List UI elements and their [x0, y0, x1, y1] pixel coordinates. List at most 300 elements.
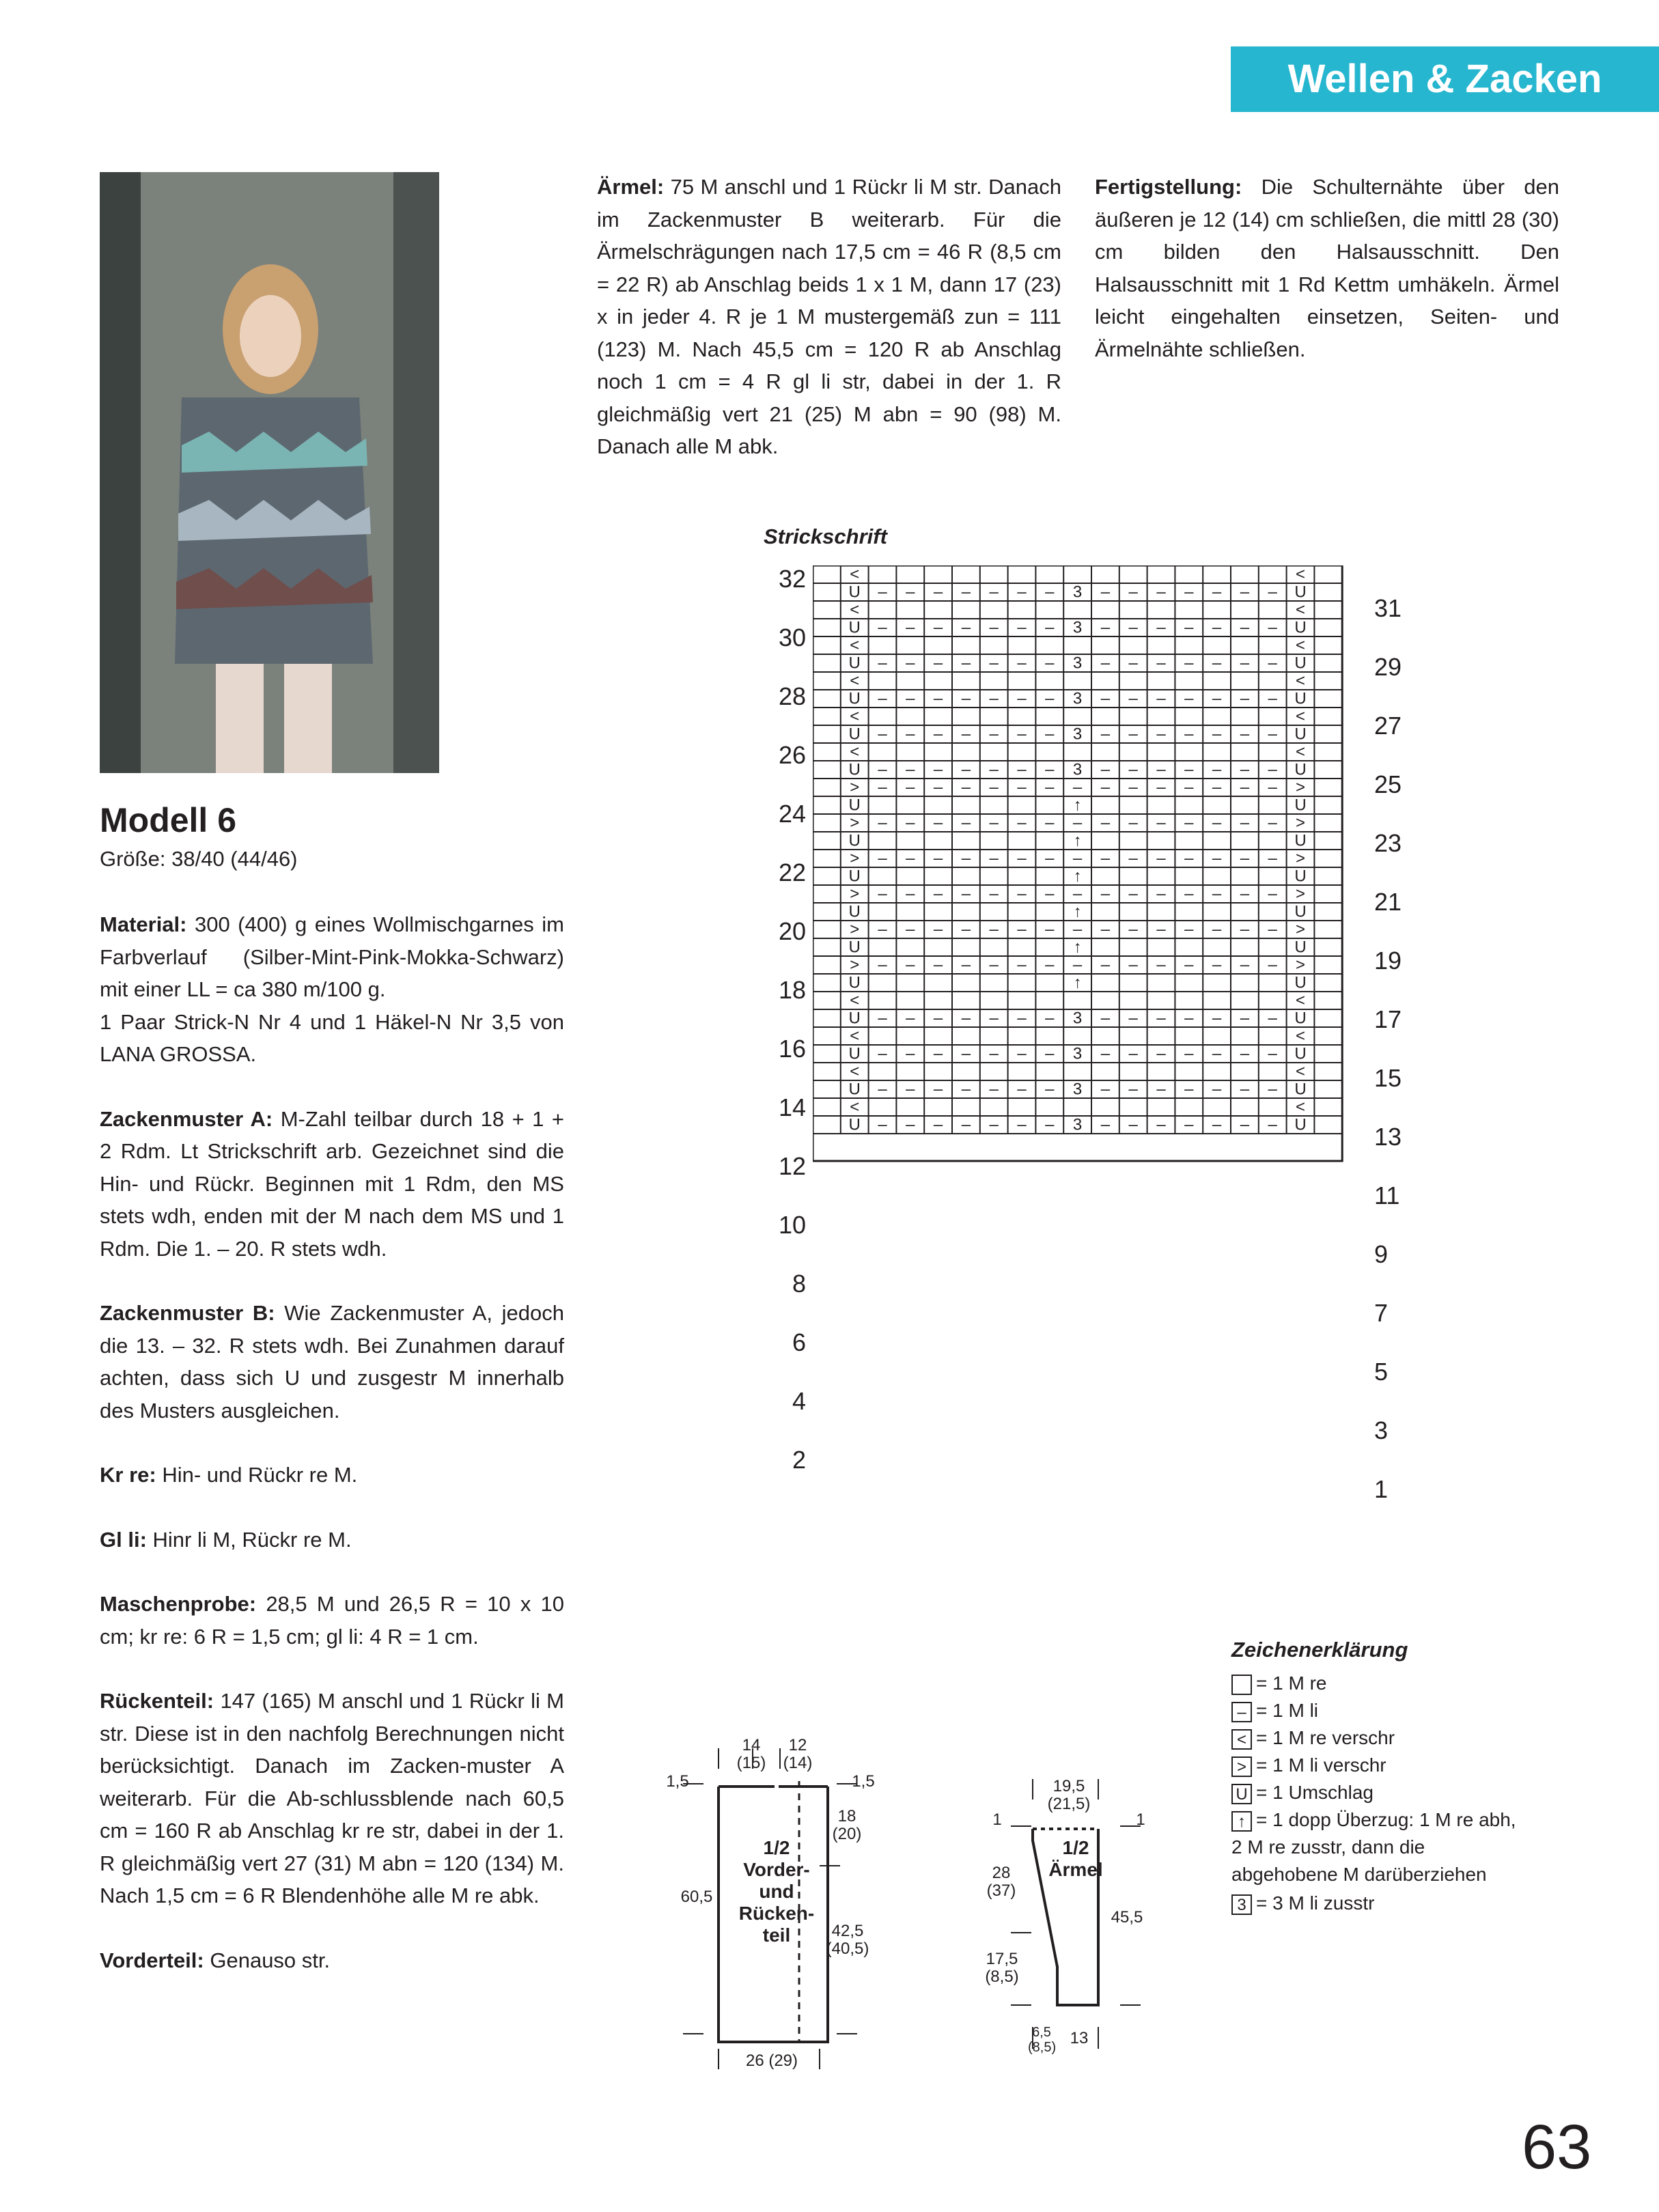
svg-text:–: – — [1184, 1115, 1194, 1134]
svg-text:–: – — [878, 1115, 887, 1134]
svg-text:3: 3 — [1072, 689, 1083, 708]
svg-text:>: > — [850, 813, 860, 832]
svg-text:U: U — [1294, 1044, 1307, 1063]
svg-text:–: – — [1184, 1080, 1194, 1099]
size-label: Größe: — [100, 847, 166, 871]
svg-text:–: – — [1212, 654, 1222, 673]
svg-text:–: – — [1184, 849, 1194, 868]
svg-text:>: > — [1295, 778, 1306, 797]
svg-text:–: – — [1017, 1009, 1027, 1028]
svg-text:–: – — [1240, 583, 1250, 602]
svg-text:3: 3 — [1072, 725, 1083, 744]
legend-symbol-icon: ↑ — [1231, 1811, 1252, 1832]
svg-text:–: – — [1184, 920, 1194, 939]
body-side: 42,5 (40,5) — [826, 1922, 869, 1958]
body-label: 1/2 Vorder- und Rücken- teil — [738, 1837, 815, 1946]
svg-text:–: – — [1100, 1044, 1111, 1063]
svg-text:3: 3 — [1072, 760, 1083, 779]
svg-text:–: – — [1268, 1080, 1277, 1099]
legend-symbol-icon: – — [1231, 1702, 1252, 1722]
svg-text:–: – — [1045, 1009, 1055, 1028]
svg-text:–: – — [1184, 618, 1194, 637]
svg-text:–: – — [878, 813, 887, 832]
svg-text:<: < — [1295, 1097, 1306, 1117]
svg-text:–: – — [906, 1115, 915, 1134]
svg-text:–: – — [878, 778, 887, 797]
model-photo-illustration — [100, 172, 439, 773]
gl-li-paragraph: Gl li: Hinr li M, Rückr re M. — [100, 1527, 352, 1552]
svg-text:U: U — [1294, 760, 1307, 779]
svg-text:–: – — [1240, 955, 1250, 975]
svg-text:↑: ↑ — [1073, 796, 1082, 815]
svg-text:–: – — [906, 849, 915, 868]
svg-text:–: – — [878, 618, 887, 637]
svg-text:–: – — [1184, 1044, 1194, 1063]
sleeve-bottom-left: 6,5 (8,5) — [1028, 2025, 1057, 2055]
legend-item — [1231, 1890, 1518, 1917]
svg-text:–: – — [1072, 920, 1083, 939]
svg-text:–: – — [1017, 583, 1027, 602]
svg-text:–: – — [989, 583, 999, 602]
svg-text:–: – — [1240, 689, 1250, 708]
material-paragraph: Material: 300 (400) g eines Wollmischgarnes im Farbverlauf (Silber-Mint-Pink-Mokka-Schwarz) mit einer LL = ca 380 m/100 g. — [100, 912, 564, 1001]
svg-text:–: – — [933, 654, 943, 673]
chart-row-number: 1 — [1374, 1475, 1389, 1503]
svg-text:–: – — [1017, 725, 1027, 744]
svg-text:–: – — [961, 1044, 971, 1063]
body-right-edge: 1,5 — [852, 1772, 875, 1791]
fertigstellung-paragraph: Fertigstellung: Die Schulternähte über den äußeren je 12 (14) cm schließen, die mittl 28 (30) cm bilden den Halsausschnitt. Den Halsausschnitt mit 1 Rd Kettm umhäkeln. Ärmel leicht eingehalten einsetzen, Seiten- und Ärmelnähte schließen. — [1095, 175, 1559, 361]
svg-text:–: – — [906, 689, 915, 708]
legend-item — [1231, 1752, 1518, 1779]
legend-item — [1231, 1779, 1518, 1806]
svg-text:–: – — [878, 884, 887, 904]
svg-text:U: U — [848, 1044, 861, 1063]
aermel-paragraph: Ärmel: 75 M anschl und 1 Rückr li M str. Danach im Zackenmuster B weiterarb. Für die Ärmelschrägungen nach 17,5 cm = 46 R (8,5 cm = 22 R) ab Anschlag beids 1 x 1 M, dann 17 (23) x in jeder 4. R je 1 M mustergemäß zun = 111 (123) M. Nach 45,5 cm = 120 R ab Anschlag noch 1 cm = 4 R gl li str, dabei in der 1. R gleichmäßig vert 21 (25) M abn = 90 (98) M. Danach alle M abk. — [597, 175, 1061, 458]
svg-text:<: < — [850, 1062, 860, 1081]
legend-text: = 1 M li — [1256, 1700, 1319, 1721]
svg-text:–: – — [1184, 689, 1194, 708]
svg-text:U: U — [848, 1009, 861, 1028]
legend-text: = 1 M li verschr — [1256, 1754, 1386, 1776]
size-line — [100, 847, 298, 871]
svg-text:–: – — [1072, 884, 1083, 904]
chart-row-number: 32 — [778, 565, 806, 593]
svg-text:>: > — [1295, 920, 1306, 939]
svg-text:–: – — [1128, 654, 1138, 673]
svg-text:>: > — [850, 778, 860, 797]
chart-row-number: 10 — [778, 1211, 806, 1239]
svg-text:–: – — [1268, 689, 1277, 708]
svg-text:–: – — [906, 778, 915, 797]
svg-text:<: < — [850, 600, 860, 619]
svg-text:–: – — [933, 618, 943, 637]
svg-text:–: – — [1072, 849, 1083, 868]
svg-text:–: – — [989, 920, 999, 939]
svg-text:U: U — [848, 973, 861, 992]
svg-text:–: – — [1128, 583, 1138, 602]
svg-text:–: – — [1212, 618, 1222, 637]
svg-text:–: – — [989, 813, 999, 832]
legend-text: = 1 dopp Überzug: 1 M re abh, 2 M re zusstr, dann die abgehobene M darüberziehen — [1231, 1809, 1516, 1885]
svg-text:U: U — [1294, 831, 1307, 850]
svg-text:–: – — [1156, 1115, 1166, 1134]
svg-text:–: – — [906, 920, 915, 939]
chart-row-number: 18 — [778, 976, 806, 1004]
svg-text:–: – — [1240, 654, 1250, 673]
svg-text:<: < — [850, 1026, 860, 1046]
svg-text:–: – — [989, 778, 999, 797]
svg-text:>: > — [850, 920, 860, 939]
svg-text:–: – — [1045, 1080, 1055, 1099]
vorderteil-paragraph: Vorderteil: Genauso str. — [100, 1948, 331, 1972]
svg-text:–: – — [1128, 689, 1138, 708]
svg-text:>: > — [1295, 955, 1306, 975]
svg-text:–: – — [1156, 689, 1166, 708]
svg-text:–: – — [933, 1009, 943, 1028]
svg-text:U: U — [848, 867, 861, 886]
zackenmuster-b-paragraph: Zackenmuster B: Wie Zackenmuster A, jedoch die 13. – 32. R stets wdh. Bei Zunahmen darauf achten, dass sich U und zusgestr M innerhalb des Musters ausgleichen. — [100, 1301, 564, 1423]
chart-row-number: 27 — [1374, 712, 1402, 740]
svg-text:–: – — [1017, 654, 1027, 673]
svg-text:–: – — [1100, 955, 1111, 975]
svg-text:–: – — [1240, 884, 1250, 904]
svg-text:–: – — [1212, 689, 1222, 708]
svg-text:U: U — [1294, 618, 1307, 637]
svg-text:3: 3 — [1072, 1009, 1083, 1028]
svg-text:–: – — [1017, 778, 1027, 797]
svg-text:–: – — [1128, 920, 1138, 939]
chart-row-number: 6 — [792, 1328, 806, 1356]
svg-text:–: – — [989, 1044, 999, 1063]
svg-text:–: – — [1045, 1115, 1055, 1134]
kr-re-paragraph: Kr re: Hin- und Rückr re M. — [100, 1463, 358, 1487]
svg-text:–: – — [1128, 849, 1138, 868]
svg-text:<: < — [1295, 707, 1306, 726]
svg-text:–: – — [933, 1080, 943, 1099]
svg-text:↑: ↑ — [1073, 938, 1082, 957]
svg-text:–: – — [1184, 813, 1194, 832]
svg-text:–: – — [1212, 760, 1222, 779]
svg-text:–: – — [1212, 920, 1222, 939]
svg-text:–: – — [1045, 654, 1055, 673]
svg-text:–: – — [989, 1009, 999, 1028]
chart-row-number: 23 — [1374, 829, 1402, 857]
chart-row-number: 25 — [1374, 770, 1402, 798]
svg-text:–: – — [1100, 689, 1111, 708]
svg-text:–: – — [1045, 725, 1055, 744]
svg-text:–: – — [1268, 813, 1277, 832]
svg-text:–: – — [1045, 618, 1055, 637]
svg-text:–: – — [1045, 778, 1055, 797]
svg-text:–: – — [1072, 955, 1083, 975]
svg-text:U: U — [848, 583, 861, 602]
svg-text:–: – — [906, 813, 915, 832]
svg-text:↑: ↑ — [1073, 831, 1082, 850]
svg-text:–: – — [878, 920, 887, 939]
svg-text:–: – — [1156, 884, 1166, 904]
svg-text:–: – — [878, 760, 887, 779]
svg-text:–: – — [1240, 849, 1250, 868]
svg-text:–: – — [1184, 1009, 1194, 1028]
svg-text:–: – — [1045, 760, 1055, 779]
svg-text:–: – — [1240, 920, 1250, 939]
svg-text:<: < — [850, 707, 860, 726]
svg-text:–: – — [906, 725, 915, 744]
svg-text:–: – — [1268, 849, 1277, 868]
svg-text:–: – — [1128, 955, 1138, 975]
legend-item — [1231, 1724, 1518, 1752]
svg-text:–: – — [1017, 920, 1027, 939]
legend-symbol-icon: U — [1231, 1784, 1252, 1804]
svg-text:U: U — [1294, 1009, 1307, 1028]
svg-text:–: – — [1100, 813, 1111, 832]
svg-text:–: – — [961, 778, 971, 797]
svg-text:U: U — [1294, 973, 1307, 992]
svg-text:–: – — [1128, 884, 1138, 904]
svg-text:–: – — [1212, 1080, 1222, 1099]
svg-text:U: U — [848, 1080, 861, 1099]
svg-text:–: – — [961, 689, 971, 708]
body-width: 26 (29) — [745, 2052, 798, 2070]
chart-row-number: 5 — [1374, 1358, 1389, 1386]
svg-text:–: – — [1268, 654, 1277, 673]
svg-text:U: U — [848, 831, 861, 850]
svg-text:–: – — [1184, 760, 1194, 779]
svg-text:–: – — [1156, 1009, 1166, 1028]
svg-text:–: – — [933, 920, 943, 939]
svg-text:↑: ↑ — [1073, 867, 1082, 886]
svg-text:–: – — [1128, 1044, 1138, 1063]
svg-text:–: – — [878, 1044, 887, 1063]
legend-title: Zeichenerklärung — [1231, 1638, 1408, 1662]
legend-symbol-icon: > — [1231, 1756, 1252, 1777]
svg-text:>: > — [1295, 849, 1306, 868]
svg-text:–: – — [1045, 920, 1055, 939]
svg-text:–: – — [933, 725, 943, 744]
svg-text:–: – — [1212, 884, 1222, 904]
svg-text:–: – — [1268, 778, 1277, 797]
svg-text:U: U — [1294, 867, 1307, 886]
svg-text:–: – — [1045, 955, 1055, 975]
svg-text:–: – — [1240, 618, 1250, 637]
svg-text:–: – — [1156, 849, 1166, 868]
svg-text:–: – — [1045, 583, 1055, 602]
svg-text:–: – — [1212, 583, 1222, 602]
svg-text:–: – — [961, 849, 971, 868]
svg-text:<: < — [850, 636, 860, 655]
svg-text:U: U — [1294, 938, 1307, 957]
svg-text:–: – — [1156, 778, 1166, 797]
svg-text:–: – — [961, 813, 971, 832]
svg-text:–: – — [1156, 813, 1166, 832]
size-value: 38/40 (44/46) — [171, 847, 298, 871]
chart-row-number: 15 — [1374, 1064, 1402, 1092]
svg-text:–: – — [878, 583, 887, 602]
svg-text:U: U — [1294, 725, 1307, 744]
svg-text:3: 3 — [1072, 1080, 1083, 1099]
chart-row-number: 24 — [778, 800, 806, 828]
svg-text:–: – — [989, 618, 999, 637]
svg-text:–: – — [933, 1115, 943, 1134]
svg-text:–: – — [961, 1115, 971, 1134]
svg-text:U: U — [1294, 1115, 1307, 1134]
svg-text:3: 3 — [1072, 583, 1083, 602]
svg-text:–: – — [1268, 884, 1277, 904]
svg-text:–: – — [989, 1115, 999, 1134]
svg-text:–: – — [1156, 654, 1166, 673]
svg-text:–: – — [1212, 1115, 1222, 1134]
svg-text:–: – — [878, 725, 887, 744]
svg-text:3: 3 — [1072, 618, 1083, 637]
svg-text:–: – — [1128, 1080, 1138, 1099]
svg-text:<: < — [1295, 1026, 1306, 1046]
svg-text:<: < — [850, 671, 860, 690]
svg-text:–: – — [961, 725, 971, 744]
rueckenteil-paragraph: Rückenteil: 147 (165) M anschl und 1 Rückr li M str. Diese ist in den nachfolg Berechnungen nicht berücksichtigt. Danach im Zacken-muster A weiterarb. Für die Ab-schlussblende nach 60,5 cm = 160 R ab Anschlag kr re str, dabei in der 1. R gleichmäßig vert 27 (31) M abn = 120 (134) M. Nach 1,5 cm = 6 R Blendenhöhe alle M re abk. — [100, 1689, 564, 1907]
body-left-edge: 1,5 — [666, 1772, 689, 1791]
svg-text:–: – — [1268, 1044, 1277, 1063]
svg-text:–: – — [1128, 760, 1138, 779]
svg-text:–: – — [1017, 1115, 1027, 1134]
svg-text:–: – — [1072, 778, 1083, 797]
svg-text:U: U — [1294, 689, 1307, 708]
svg-text:–: – — [933, 1044, 943, 1063]
sleeve-upper: 28 (37) — [986, 1864, 1016, 1900]
svg-text:–: – — [878, 654, 887, 673]
svg-text:<: < — [850, 742, 860, 761]
svg-text:–: – — [989, 849, 999, 868]
svg-text:–: – — [933, 849, 943, 868]
svg-text:–: – — [1268, 583, 1277, 602]
svg-text:<: < — [1295, 636, 1306, 655]
chart-row-number: 17 — [1374, 1005, 1402, 1033]
svg-text:–: – — [906, 1009, 915, 1028]
svg-text:–: – — [989, 884, 999, 904]
svg-text:–: – — [906, 654, 915, 673]
svg-text:–: – — [878, 1080, 887, 1099]
svg-text:U: U — [848, 796, 861, 815]
svg-text:–: – — [1184, 725, 1194, 744]
chart-row-number: 14 — [778, 1093, 806, 1121]
svg-text:–: – — [1156, 725, 1166, 744]
sleeve-bottom-right: 13 — [1070, 2029, 1089, 2047]
svg-text:–: – — [1100, 778, 1111, 797]
page-number: 63 — [1522, 2112, 1592, 2182]
legend-text: = 1 Umschlag — [1256, 1782, 1374, 1803]
svg-text:–: – — [1100, 884, 1111, 904]
svg-text:–: – — [878, 849, 887, 868]
model-photo — [100, 172, 439, 773]
sleeve-top: 19,5 (21,5) — [1047, 1777, 1091, 1813]
svg-text:–: – — [1268, 955, 1277, 975]
chart-row-number: 21 — [1374, 888, 1402, 916]
chart-row-number: 7 — [1374, 1299, 1389, 1327]
svg-text:>: > — [1295, 813, 1306, 832]
svg-text:–: – — [1045, 813, 1055, 832]
svg-text:–: – — [989, 654, 999, 673]
svg-text:U: U — [848, 902, 861, 921]
sleeve-lower: 17,5 (8,5) — [985, 1950, 1019, 1986]
svg-text:–: – — [906, 1044, 915, 1063]
svg-text:>: > — [850, 884, 860, 904]
svg-text:–: – — [961, 884, 971, 904]
chart-row-number: 8 — [792, 1270, 806, 1298]
chart-row-number: 3 — [1374, 1416, 1389, 1444]
svg-text:–: – — [1212, 1009, 1222, 1028]
svg-text:–: – — [961, 1080, 971, 1099]
svg-text:–: – — [1017, 813, 1027, 832]
svg-text:–: – — [989, 725, 999, 744]
svg-text:–: – — [1017, 1080, 1027, 1099]
chart-row-number: 16 — [778, 1035, 806, 1063]
legend-symbol-icon: 3 — [1231, 1894, 1252, 1915]
chart-row-number: 26 — [778, 741, 806, 769]
chart-row-number: 28 — [778, 682, 806, 710]
svg-text:–: – — [1184, 778, 1194, 797]
legend-item — [1231, 1806, 1518, 1888]
svg-text:–: – — [1017, 689, 1027, 708]
svg-text:–: – — [1240, 760, 1250, 779]
svg-text:–: – — [933, 583, 943, 602]
svg-text:–: – — [1100, 849, 1111, 868]
svg-text:–: – — [989, 760, 999, 779]
svg-text:–: – — [961, 955, 971, 975]
svg-text:–: – — [1240, 778, 1250, 797]
svg-text:–: – — [906, 618, 915, 637]
svg-text:–: – — [1240, 813, 1250, 832]
svg-text:–: – — [1184, 955, 1194, 975]
svg-text:U: U — [848, 1115, 861, 1134]
knitting-chart — [813, 565, 1356, 1168]
svg-text:–: – — [933, 689, 943, 708]
svg-text:–: – — [1100, 618, 1111, 637]
legend-text: = 1 M re — [1256, 1672, 1327, 1694]
svg-text:–: – — [1212, 778, 1222, 797]
svg-text:–: – — [1156, 920, 1166, 939]
svg-text:–: – — [1128, 1115, 1138, 1134]
svg-text:>: > — [850, 955, 860, 975]
svg-text:–: – — [1268, 1009, 1277, 1028]
svg-text:<: < — [1295, 991, 1306, 1010]
svg-text:–: – — [1100, 1115, 1111, 1134]
chart-row-number: 31 — [1374, 594, 1402, 622]
sleeve-label: 1/2 Ärmel — [1048, 1837, 1103, 1880]
svg-text:–: – — [1100, 654, 1111, 673]
svg-text:–: – — [961, 654, 971, 673]
chart-row-number: 2 — [792, 1446, 806, 1474]
svg-text:3: 3 — [1072, 1044, 1083, 1063]
svg-text:–: – — [1128, 618, 1138, 637]
svg-text:–: – — [933, 884, 943, 904]
svg-text:–: – — [906, 1080, 915, 1099]
svg-text:–: – — [1017, 884, 1027, 904]
legend-text: = 3 M li zusstr — [1256, 1892, 1375, 1914]
svg-text:<: < — [850, 1097, 860, 1117]
needles-paragraph: 1 Paar Strick-N Nr 4 und 1 Häkel-N Nr 3,5 von LANA GROSSA. — [100, 1009, 564, 1066]
svg-text:–: – — [1212, 813, 1222, 832]
chart-row-number: 30 — [778, 624, 806, 652]
svg-text:<: < — [850, 991, 860, 1010]
legend-symbol-icon — [1231, 1675, 1252, 1695]
svg-text:3: 3 — [1072, 1115, 1083, 1134]
svg-text:–: – — [1017, 955, 1027, 975]
svg-text:–: – — [933, 760, 943, 779]
maschenprobe-paragraph: Maschenprobe: 28,5 M und 26,5 R = 10 x 10 cm; kr re: 6 R = 1,5 cm; gl li: 4 R = 1 cm. — [100, 1592, 564, 1649]
fertigstellung-column — [1095, 171, 1559, 397]
chart-row-number: 4 — [792, 1387, 806, 1415]
svg-text:–: – — [1212, 955, 1222, 975]
